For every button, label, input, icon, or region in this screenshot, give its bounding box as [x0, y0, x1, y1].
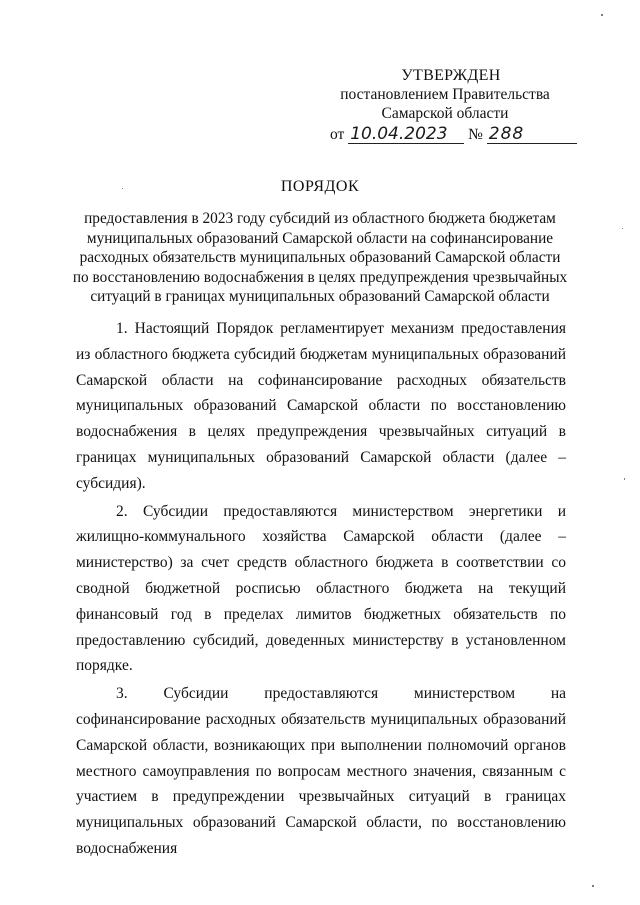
paragraph-1: 1. Настоящий Порядок регламентирует механизм предоставления из областного бюджета субсидий бюджетам муниципальных образований Самарской области на софинансирование расходных обязательств муниципальных образований Самарской области по восстановлению водоснабжения в целях предупреждения чрезвычайных ситуаций в границах муниципальных образований Самарской области (далее – субсидия). — [76, 320, 566, 492]
subtitle-line: по восстановлению водоснабжения в целях предупреждения чрезвычайных — [72, 268, 568, 286]
approval-title: УТВЕРЖДЕН — [401, 67, 501, 84]
number-prefix: № — [468, 126, 483, 143]
scan-speck — [601, 14, 603, 16]
approval-date-line — [320, 125, 570, 144]
scan-speck — [624, 478, 625, 480]
document-title: ПОРЯДОК — [280, 178, 360, 195]
scan-speck — [622, 228, 623, 229]
document-body — [76, 316, 566, 864]
paragraph-2: 2. Субсидии предоставляются министерством энергетики и жилищно-коммунального хозяйства Самарской области (далее – министерство) за счет средств областного бюджета в соответствии со сводной бюджетной росписью областного бюджета на текущий финансовый год в пределах лимитов бюджетных обязательств по предоставлению субсидий, доведенных министерству в установленном порядке. — [76, 502, 566, 675]
scan-speck — [592, 885, 594, 887]
approval-line-2: Самарской области — [381, 105, 509, 122]
subtitle-line: предоставления в 2023 году субсидий из областного бюджета бюджетам — [84, 210, 556, 227]
subtitle-line: ситуаций в границах муниципальных образований Самарской области — [90, 288, 550, 305]
paragraph-3: 3. Субсидии предоставляются министерством на софинансирование расходных обязательств муниципальных образований Самарской области, возникающих при выполнении полномочий органов местного самоуправления по вопросам местного значения, связанным с участием в предупреждении чрезвычайных ситуаций в границах муниципальных образований Самарской области, по восстановлению водоснабжения — [76, 685, 566, 857]
handwritten-date: 10.04.2023 — [348, 125, 464, 144]
approval-block — [320, 66, 570, 144]
date-prefix: от — [330, 126, 345, 143]
scan-speck — [122, 188, 123, 189]
handwritten-number: 288 — [487, 125, 577, 144]
subtitle-line: муниципальных образований Самарской области на софинансирование — [86, 229, 554, 247]
subtitle-line: расходных обязательств муниципальных образований Самарской области — [79, 249, 561, 266]
document-subtitle — [70, 209, 570, 307]
approval-line-1: постановлением Правительства — [340, 86, 550, 103]
